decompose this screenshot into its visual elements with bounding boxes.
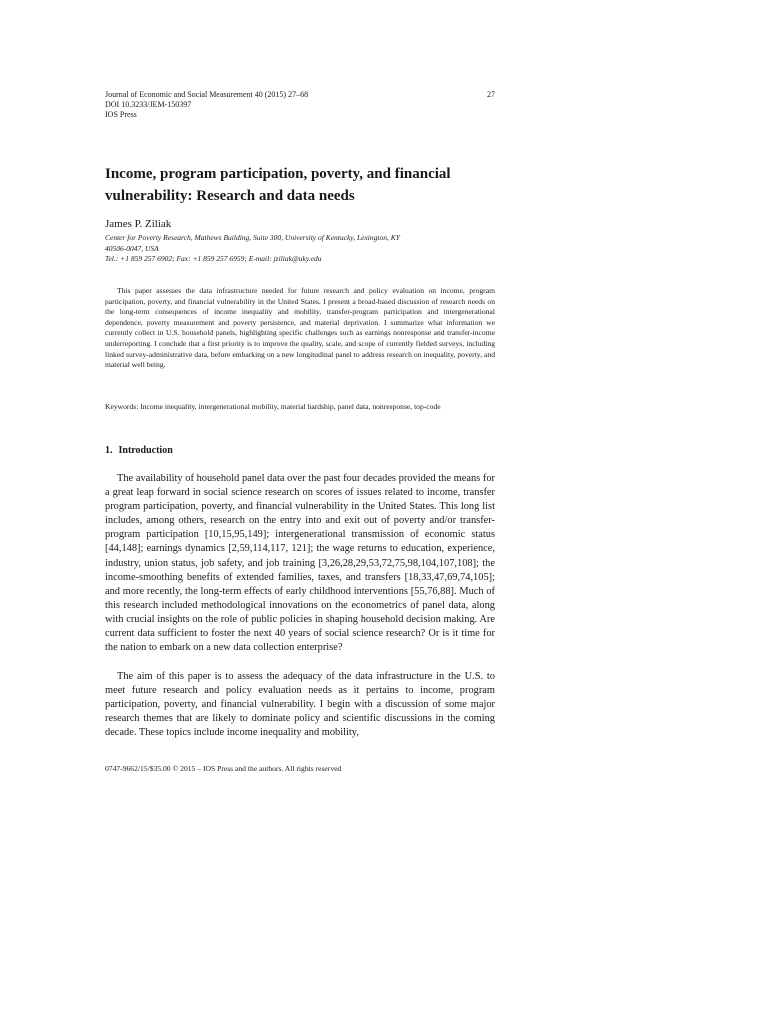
author-name: James P. Ziliak [105,218,172,230]
doi[interactable]: DOI 10.3233/JEM-150397 [105,100,192,109]
keywords: Keywords: Income inequality, intergenerational mobility, material hardship, panel data, nonresponse, top-code [105,402,441,411]
body-paragraph: The availability of household panel data over the past four decades provided the means for a great leap forward in social science research on scores of issues related to income, transfer program participation, poverty, and financial vulnerability in the United States. This long list includes, among others, research on the entry into and exit out of poverty and/or transfer-program participation [10,15,95,149]; intergenerational transmission of economic status [44,148]; earnings dynamics [2,59,114,117, 121]; the wage returns to education, experience, industry, union status, job safety, and job training [3,26,28,29,53,72,75,98,104,107,108]; the income-smoothing benefits of extended families, taxes, and transfers [18,33,47,69,74,105]; and more recently, the long-term effects of early childhood interventions [55,76,88]. Much of this research included methodological innovations on the econometrics of panel data, along with crucial insights on the role of public policies in shaping household decision making. Are current data sufficient to foster the next 40 years of social science research? Or is it time for the nation to embark on a new data collection enterprise? [105,473,495,654]
section-title: Introduction [118,445,173,456]
publisher: IOS Press [105,110,137,119]
abstract: This paper assesses the data infrastructure needed for future research and policy evaluation on income, program participation, poverty, and financial vulnerability in the United States. I present a broad-based discussion of research needs on the long-term consequences of income inequality and mobility, transfer-program participation and intergenerational dependence, poverty measurement and poverty persistence, and material deprivation. I summarize what information we currently collect in U.S. household panels, highlighting specific challenges such as earnings nonresponse and transfer-income underreporting. I conclude that a first priority is to improve the quality, scale, and scope of currently fielded surveys, including linked survey-administrative data, before embarking on a new longitudinal panel to address research on inequality, poverty, and material well being. [105,286,495,370]
author-affiliation [105,233,495,265]
body-paragraph: The aim of this paper is to assess the adequacy of the data infrastructure in the U.S. to meet future research and policy evaluation needs as it pertains to income, program participation, poverty, and financial vulnerability. I begin with a discussion of some major research themes that are likely to dominate policy and scientific discussions in the coming decade. These topics include income inequality and mobility, [105,671,495,739]
copyright-footer: 0747-9662/15/$35.00 © 2015 – IOS Press and the authors. All rights reserved [105,764,342,773]
article-title: Income, program participation, poverty, and financial vulnerability: Research and data needs [105,166,451,204]
journal-citation: Journal of Economic and Social Measurement 40 (2015) 27–68 [105,90,309,99]
page-number: 27 [487,90,495,99]
section-number: 1. [105,445,113,456]
contact-info: Tel.: +1 859 257 6902; Fax: +1 859 257 6959; E-mail: jziliak@uky.edu [105,254,322,263]
section-heading-introduction [105,445,173,457]
affiliation-line-1: Center for Poverty Research, Mathews Building, Suite 300, University of Kentucky, Lexington, KY [105,233,400,242]
affiliation-line-2: 40506-0047, USA [105,243,159,253]
journal-header [105,90,495,120]
